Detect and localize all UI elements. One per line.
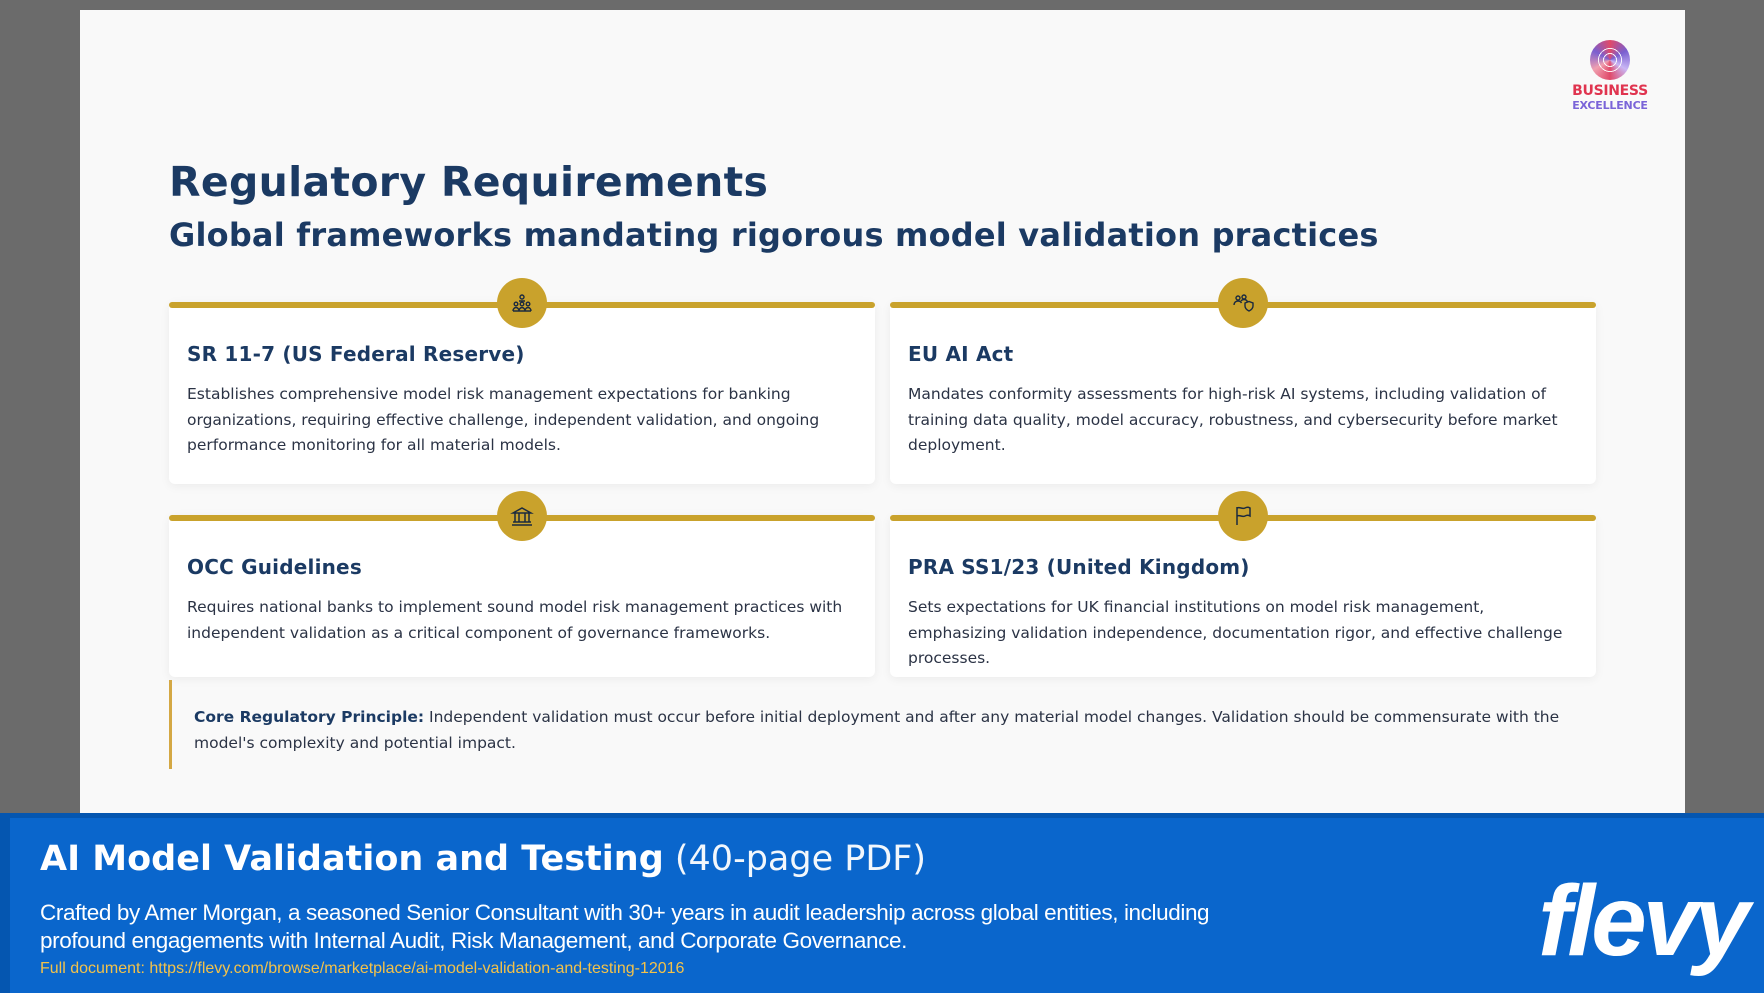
flevy-logo: flevy (1538, 865, 1746, 977)
card-sr-11-7 (169, 302, 875, 484)
card-icon-badge (497, 491, 547, 541)
card-text: Establishes comprehensive model risk management expectations for banking organizations, requiring effective challenge, independent validation, and ongoing performance monitoring for all material models. (187, 385, 820, 454)
document-description: Crafted by Amer Morgan, a seasoned Senior Consultant with 30+ years in audit leadership across global entities, including profound engagements with Internal Audit, Risk Management, and Corporate Governance. (40, 900, 1210, 953)
logo-line2: EXCELLENCE (1572, 99, 1648, 112)
team-shield-icon (1231, 291, 1255, 315)
logo-line1: BUSINESS (1572, 83, 1648, 99)
principle-label: Core Regulatory Principle: (194, 708, 425, 726)
principle-text: Independent validation must occur before initial deployment and after any material model changes. Validation should be commensurate with the model's complexity and potential impact. (194, 708, 1560, 752)
slide-subtitle: Global frameworks mandating rigorous model validation practices (169, 216, 1379, 254)
card-icon-badge (1218, 278, 1268, 328)
card-icon-badge (1218, 491, 1268, 541)
card-title: SR 11-7 (US Federal Reserve) (187, 342, 525, 366)
document-title (40, 839, 926, 879)
card-pra-ss1-23 (890, 515, 1596, 677)
card-text: Requires national banks to implement sound model risk management practices with independent validation as a critical component of governance frameworks. (187, 598, 843, 642)
bank-building-icon (510, 504, 534, 528)
core-principle-callout (169, 680, 1585, 769)
card-title: EU AI Act (908, 342, 1014, 366)
card-title: OCC Guidelines (187, 555, 362, 579)
flag-icon (1231, 504, 1255, 528)
business-excellence-logo (1565, 40, 1655, 112)
slide-title: Regulatory Requirements (169, 158, 769, 206)
document-title-main: AI Model Validation and Testing (40, 839, 664, 879)
card-occ-guidelines (169, 515, 875, 677)
logo-globe-icon (1590, 40, 1630, 80)
footer-top-line (0, 813, 1764, 818)
card-title: PRA SS1/23 (United Kingdom) (908, 555, 1250, 579)
card-icon-badge (497, 278, 547, 328)
card-text: Mandates conformity assessments for high-risk AI systems, including validation of training data quality, model accuracy, robustness, and cybersecurity before market deployment. (908, 385, 1558, 454)
people-hierarchy-icon (510, 291, 534, 315)
full-document-link[interactable]: Full document: https://flevy.com/browse/marketplace/ai-model-validation-and-testing-12016 (40, 960, 685, 977)
card-text: Sets expectations for UK financial institutions on model risk management, emphasizing validation independence, documentation rigor, and effective challenge processes. (908, 598, 1563, 667)
footer-left-edge (0, 813, 10, 993)
slide (80, 10, 1685, 813)
card-eu-ai-act (890, 302, 1596, 484)
flevy-footer-banner (0, 813, 1764, 993)
document-title-pages: (40-page PDF) (663, 839, 927, 879)
